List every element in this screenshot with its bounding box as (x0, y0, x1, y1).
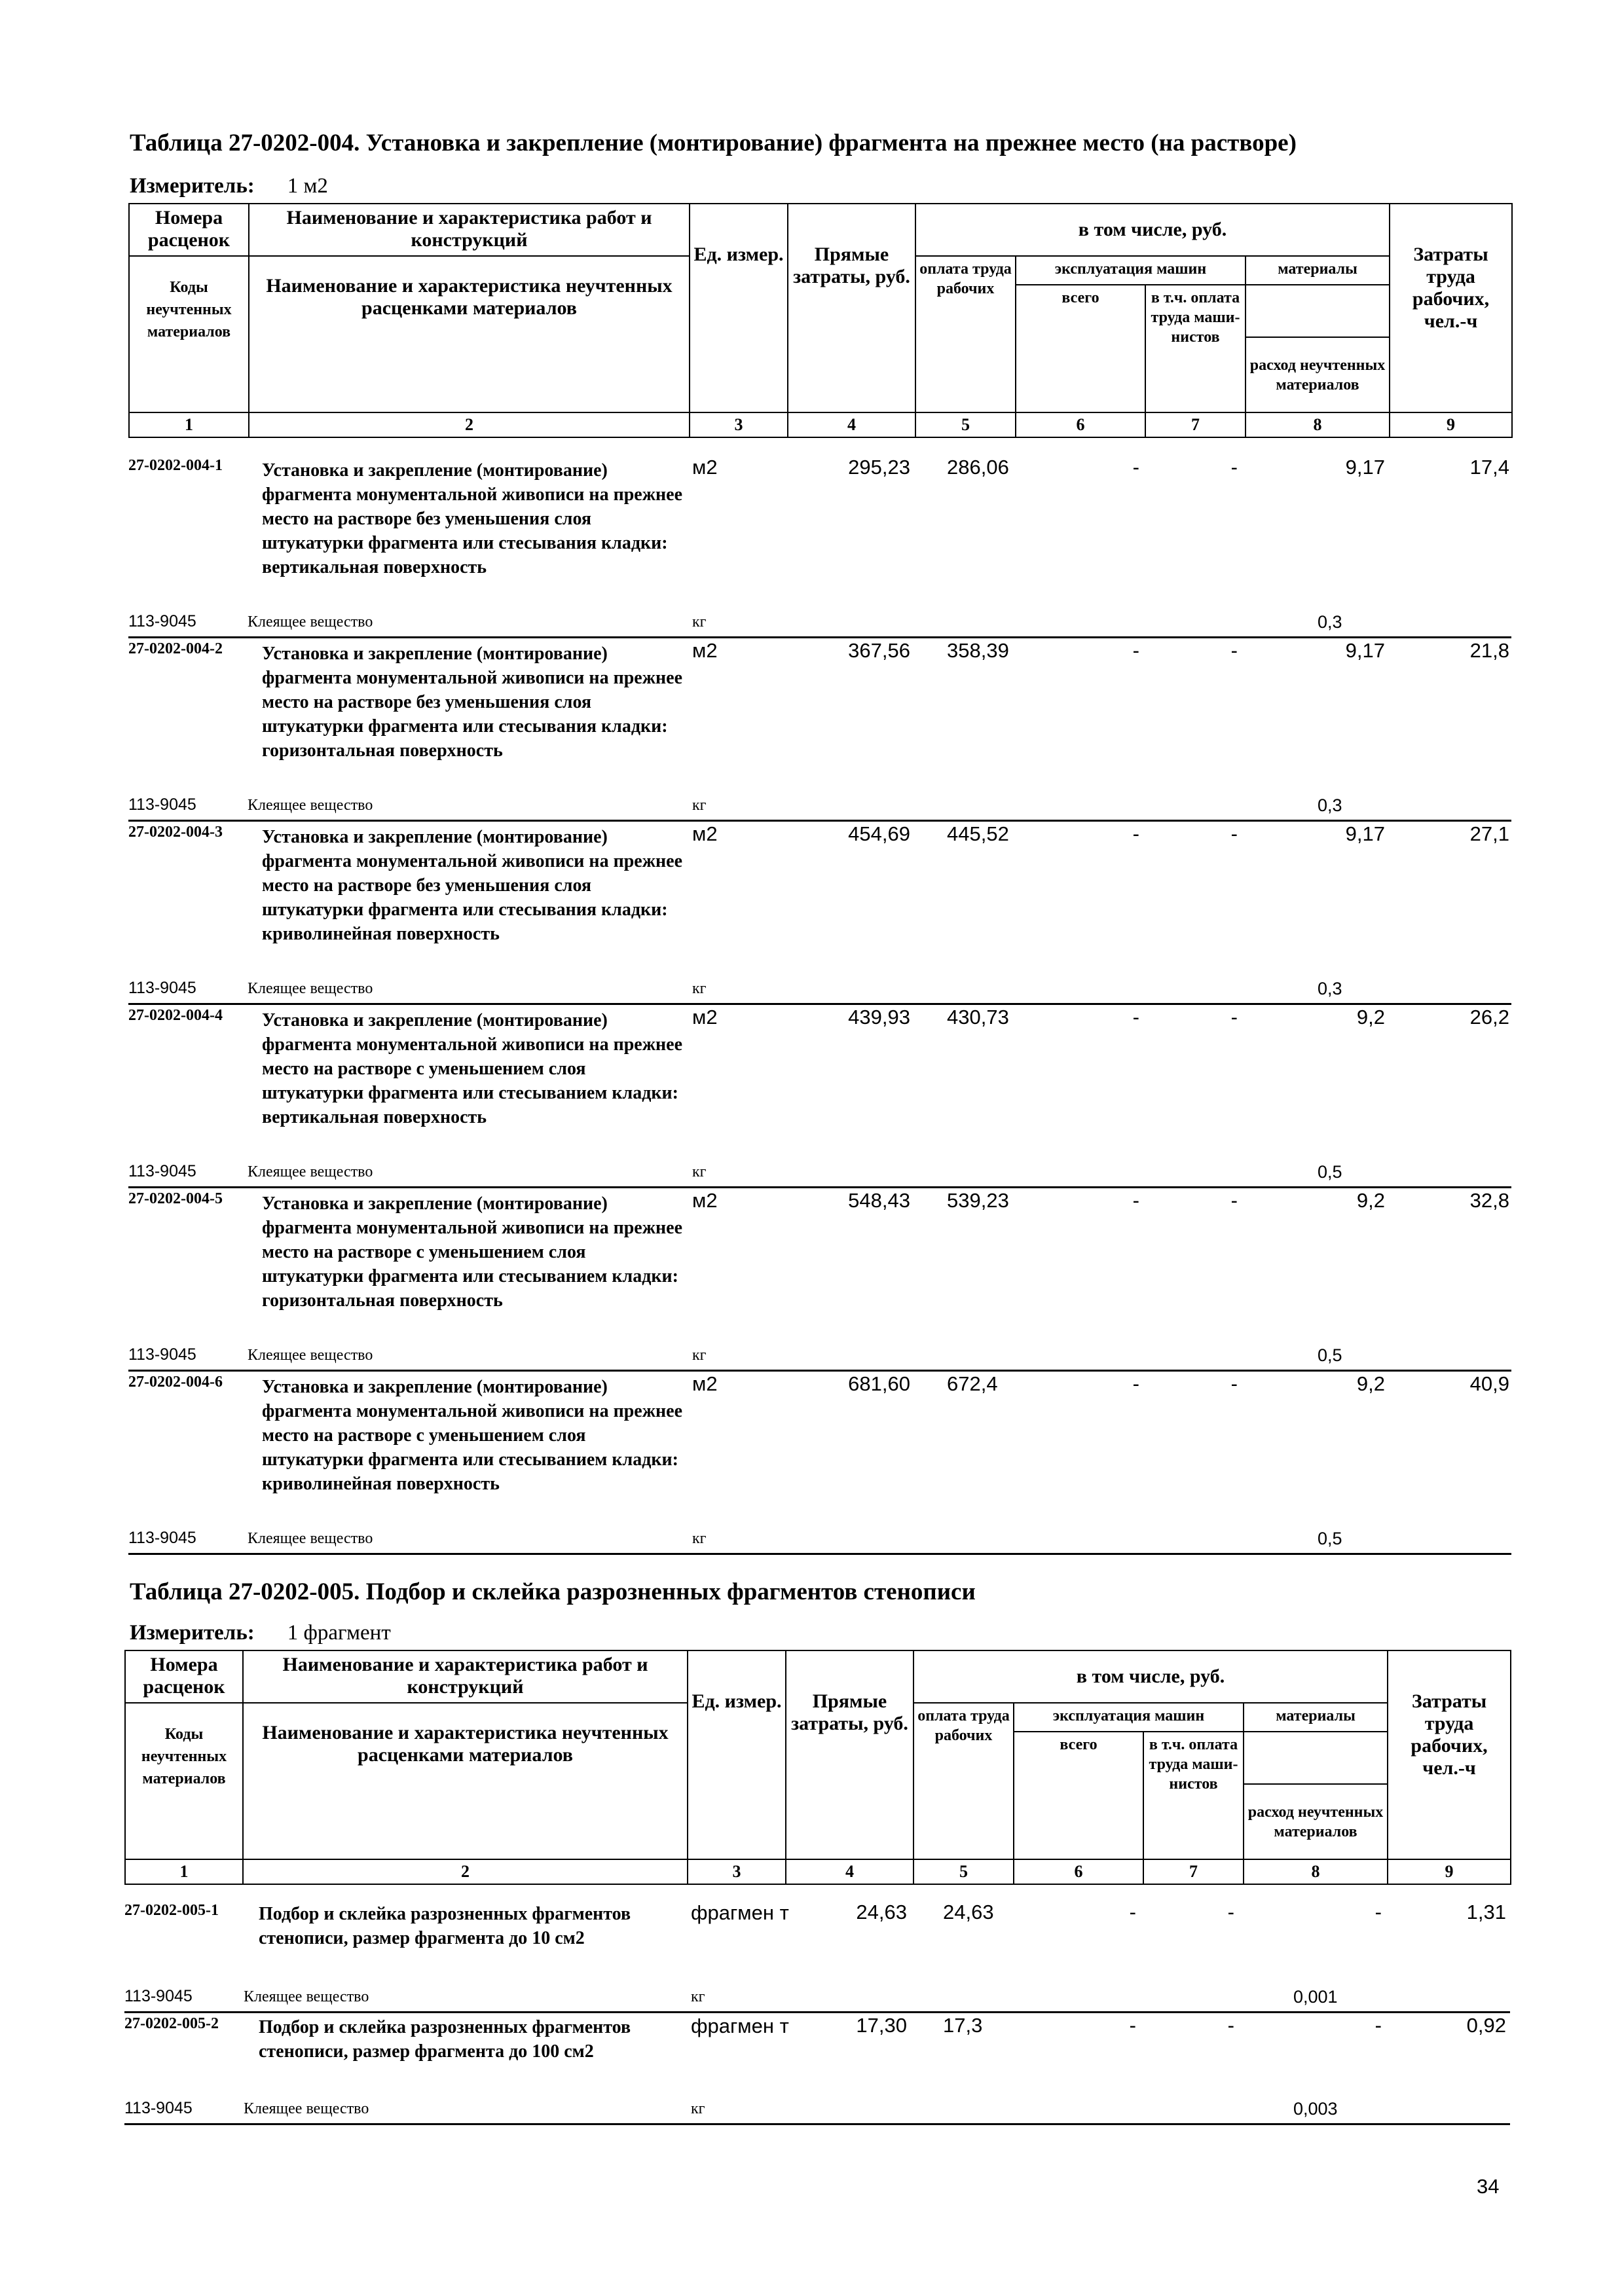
mat-unit: кг (691, 1988, 705, 2005)
hdr-num: 8 (1246, 412, 1390, 437)
row-code: 27-0202-004-6 (128, 1374, 223, 1391)
mat-name: Клеящее вещество (248, 1530, 373, 1547)
row-machine-labor: - (1227, 2014, 1234, 2037)
mat-qty: 0,5 (1318, 1162, 1342, 1182)
hdr-num: 7 (1143, 1859, 1244, 1884)
row-labor-pay: 17,3 (943, 2014, 983, 2037)
row-labor-pay: 358,39 (947, 639, 1009, 662)
hdr-vsego: всего (1014, 1732, 1143, 1859)
hdr-naim-neucht: Наименование и характеристика неучтенных расценками материалов (249, 256, 690, 412)
meter (130, 1621, 391, 1645)
row-description: Установка и закрепление (монтирование) фрагмента монументальной живописи на прежнее место на растворе без уменьшения слоя штукатурки фрагмента или стесывания кладки: вертикальная поверхность (262, 460, 682, 577)
hdr-nomera: Номера расценок (125, 1650, 243, 1703)
mat-qty: 0,5 (1318, 1345, 1342, 1365)
hdr-naim: Наименование и характеристика работ и конструкций (243, 1650, 688, 1703)
table-title: Таблица 27-0202-005. Подбор и склейка разрозненных фрагментов стенописи (130, 1578, 976, 1605)
table-header (124, 1650, 1511, 1885)
row-machine-cost: - (1132, 822, 1139, 845)
mat-code: 113-9045 (128, 1345, 196, 1364)
hdr-materialy: материалы (1244, 1703, 1388, 1732)
row-materials: 9,2 (1356, 1372, 1385, 1395)
row-code: 27-0202-005-2 (124, 2015, 219, 2032)
hdr-vtch: в т.ч. оплата труда маши- нистов (1143, 1732, 1244, 1859)
row-machine-labor: - (1230, 1372, 1238, 1395)
mat-name: Клеящее вещество (244, 1988, 369, 2005)
row-code: 27-0202-004-3 (128, 824, 223, 841)
hdr-vsego: всего (1016, 285, 1145, 412)
row-code: 27-0202-004-5 (128, 1190, 223, 1207)
mat-qty: 0,003 (1293, 2099, 1338, 2119)
row-labor-hours: 40,9 (1469, 1372, 1509, 1395)
meter-label: Измеритель: (130, 1621, 255, 1645)
row-materials: - (1375, 2014, 1382, 2037)
meter-label: Измеритель: (130, 174, 255, 198)
hdr-ekspl: эксплуатация машин (1016, 256, 1246, 285)
mat-code: 113-9045 (128, 795, 196, 814)
row-divider (128, 1003, 1511, 1005)
row-machine-cost: - (1129, 2014, 1136, 2037)
table-title: Таблица 27-0202-004. Установка и закрепление (монтирование) фрагмента на прежнее место (на растворе) (130, 130, 1297, 156)
row-materials: 9,17 (1345, 822, 1385, 845)
hdr-naim-neucht: Наименование и характеристика неучтенных расценками материалов (243, 1703, 688, 1859)
mat-code: 113-9045 (128, 979, 196, 997)
row-direct-cost: 295,23 (848, 456, 910, 479)
mat-unit: кг (692, 797, 707, 814)
hdr-kody: Коды неучтенных материалов (125, 1703, 243, 1859)
hdr-num: 1 (125, 1859, 243, 1884)
row-unit: м2 (692, 1006, 718, 1029)
hdr-num: 8 (1244, 1859, 1388, 1884)
row-unit: фрагмен т (691, 1901, 789, 1924)
row-code: 27-0202-004-2 (128, 640, 223, 657)
row-labor-hours: 27,1 (1469, 822, 1509, 845)
mat-code: 113-9045 (128, 612, 196, 630)
hdr-num: 7 (1145, 412, 1246, 437)
row-direct-cost: 17,30 (856, 2014, 907, 2037)
row-description: Установка и закрепление (монтирование) фрагмента монументальной живописи на прежнее место на растворе с уменьшением слоя штукатурки фрагмента или стесыванием кладки: криволинейная поверхность (262, 1377, 682, 1494)
row-materials: 9,2 (1356, 1189, 1385, 1212)
mat-unit: кг (692, 980, 707, 997)
row-divider (128, 1370, 1511, 1372)
hdr-oplata: оплата труда рабочих (913, 1703, 1014, 1859)
meter-value: 1 фрагмент (287, 1621, 391, 1645)
hdr-num: 4 (786, 1859, 913, 1884)
hdr-zatraty: Затраты труда рабочих, чел.-ч (1390, 204, 1512, 412)
row-description: Установка и закрепление (монтирование) фрагмента монументальной живописи на прежнее место на растворе без уменьшения слоя штукатурки фрагмента или стесывания кладки: горизонтальная поверхность (262, 644, 682, 761)
row-divider (128, 1553, 1511, 1555)
hdr-num: 9 (1388, 1859, 1511, 1884)
mat-unit: кг (692, 1347, 707, 1364)
row-code: 27-0202-004-1 (128, 457, 223, 474)
row-labor-hours: 32,8 (1469, 1189, 1509, 1212)
row-unit: м2 (692, 639, 718, 662)
hdr-kody: Коды неучтенных материалов (129, 256, 249, 412)
hdr-rashod: расход неучтенных материалов (1244, 1784, 1388, 1859)
hdr-num: 6 (1016, 412, 1145, 437)
mat-code: 113-9045 (124, 2099, 193, 2117)
mat-unit: кг (692, 613, 707, 630)
row-direct-cost: 367,56 (848, 639, 910, 662)
row-unit: м2 (692, 1372, 718, 1395)
hdr-edizm: Ед. измер. (688, 1650, 786, 1859)
row-labor-pay: 445,52 (947, 822, 1009, 845)
row-direct-cost: 454,69 (848, 822, 910, 845)
row-machine-cost: - (1129, 1901, 1136, 1923)
row-code: 27-0202-005-1 (124, 1902, 219, 1919)
hdr-edizm: Ед. измер. (690, 204, 788, 412)
row-description: Подбор и склейка разрозненных фрагментов стенописи, размер фрагмента до 100 см2 (259, 2017, 631, 2062)
row-labor-hours: 17,4 (1469, 456, 1509, 479)
hdr-num: 1 (129, 412, 249, 437)
hdr-num: 2 (243, 1859, 688, 1884)
row-materials: - (1375, 1901, 1382, 1923)
row-machine-labor: - (1227, 1901, 1234, 1923)
mat-code: 113-9045 (128, 1162, 196, 1180)
row-labor-pay: 430,73 (947, 1006, 1009, 1029)
row-direct-cost: 548,43 (848, 1189, 910, 1212)
row-direct-cost: 439,93 (848, 1006, 910, 1029)
row-divider (128, 1186, 1511, 1188)
row-code: 27-0202-004-4 (128, 1007, 223, 1024)
hdr-num: 5 (913, 1859, 1014, 1884)
row-unit: м2 (692, 822, 718, 845)
hdr-materialy-blank (1244, 1732, 1388, 1784)
row-unit: м2 (692, 456, 718, 479)
row-machine-cost: - (1132, 639, 1139, 662)
page-number: 34 (1477, 2175, 1500, 2198)
hdr-num: 2 (249, 412, 690, 437)
row-machine-labor: - (1230, 639, 1238, 662)
row-unit: фрагмен т (691, 2014, 789, 2037)
hdr-num: 6 (1014, 1859, 1143, 1884)
row-divider (128, 636, 1511, 638)
row-description: Установка и закрепление (монтирование) фрагмента монументальной живописи на прежнее место на растворе с уменьшением слоя штукатурки фрагмента или стесыванием кладки: вертикальная поверхность (262, 1010, 682, 1127)
mat-qty: 0,5 (1318, 1529, 1342, 1548)
row-direct-cost: 24,63 (856, 1901, 907, 1923)
mat-name: Клеящее вещество (248, 980, 373, 997)
hdr-ekspl: эксплуатация машин (1014, 1703, 1244, 1732)
row-description: Установка и закрепление (монтирование) фрагмента монументальной живописи на прежнее место на растворе без уменьшения слоя штукатурки фрагмента или стесывания кладки: криволинейная поверхность (262, 827, 682, 944)
hdr-num: 9 (1390, 412, 1512, 437)
hdr-vtomchisle: в том числе, руб. (913, 1650, 1388, 1703)
row-materials: 9,17 (1345, 456, 1385, 479)
row-labor-hours: 21,8 (1469, 639, 1509, 662)
mat-name: Клеящее вещество (248, 1163, 373, 1180)
hdr-naim: Наименование и характеристика работ и конструкций (249, 204, 690, 256)
row-divider (124, 2123, 1510, 2125)
row-machine-labor: - (1230, 1006, 1238, 1029)
mat-unit: кг (692, 1163, 707, 1180)
mat-code: 113-9045 (124, 1987, 193, 2005)
row-description: Подбор и склейка разрозненных фрагментов стенописи, размер фрагмента до 10 см2 (259, 1904, 631, 1948)
mat-name: Клеящее вещество (244, 2100, 369, 2117)
hdr-num: 4 (788, 412, 915, 437)
row-labor-pay: 672,4 (947, 1372, 998, 1395)
row-machine-cost: - (1132, 1189, 1139, 1212)
hdr-num: 5 (915, 412, 1016, 437)
mat-unit: кг (691, 2100, 705, 2117)
row-direct-cost: 681,60 (848, 1372, 910, 1395)
hdr-zatraty: Затраты труда рабочих, чел.-ч (1388, 1650, 1511, 1859)
row-materials: 9,2 (1356, 1006, 1385, 1029)
hdr-materialy: материалы (1246, 256, 1390, 285)
meter (130, 174, 328, 198)
mat-code: 113-9045 (128, 1529, 196, 1547)
row-labor-hours: 0,92 (1466, 2014, 1506, 2037)
row-machine-cost: - (1132, 456, 1139, 479)
mat-qty: 0,3 (1318, 612, 1342, 632)
hdr-num: 3 (690, 412, 788, 437)
row-materials: 9,17 (1345, 639, 1385, 662)
row-description: Установка и закрепление (монтирование) фрагмента монументальной живописи на прежнее место на растворе с уменьшением слоя штукатурки фрагмента или стесыванием кладки: горизонтальная поверхность (262, 1194, 682, 1311)
table-header (128, 203, 1513, 438)
hdr-pryamye: Прямые затраты, руб. (786, 1650, 913, 1859)
mat-name: Клеящее вещество (248, 613, 373, 630)
row-labor-hours: 26,2 (1469, 1006, 1509, 1029)
row-labor-pay: 286,06 (947, 456, 1009, 479)
hdr-vtomchisle: в том числе, руб. (915, 204, 1390, 256)
row-machine-cost: - (1132, 1006, 1139, 1029)
hdr-materialy-blank (1246, 285, 1390, 337)
hdr-vtch: в т.ч. оплата труда маши- нистов (1145, 285, 1246, 412)
mat-name: Клеящее вещество (248, 1347, 373, 1364)
row-labor-pay: 539,23 (947, 1189, 1009, 1212)
meter-value: 1 м2 (287, 174, 328, 198)
row-divider (124, 2011, 1510, 2013)
mat-name: Клеящее вещество (248, 797, 373, 814)
row-machine-labor: - (1230, 1189, 1238, 1212)
hdr-pryamye: Прямые затраты, руб. (788, 204, 915, 412)
row-machine-cost: - (1132, 1372, 1139, 1395)
mat-qty: 0,001 (1293, 1987, 1338, 2007)
hdr-num: 3 (688, 1859, 786, 1884)
row-unit: м2 (692, 1189, 718, 1212)
row-machine-labor: - (1230, 456, 1238, 479)
row-labor-pay: 24,63 (943, 1901, 994, 1923)
hdr-rashod: расход неучтенных материалов (1246, 337, 1390, 412)
mat-qty: 0,3 (1318, 979, 1342, 998)
row-machine-labor: - (1230, 822, 1238, 845)
hdr-nomera: Номера расценок (129, 204, 249, 256)
mat-unit: кг (692, 1530, 707, 1547)
hdr-oplata: оплата труда рабочих (915, 256, 1016, 412)
row-labor-hours: 1,31 (1466, 1901, 1506, 1923)
mat-qty: 0,3 (1318, 795, 1342, 815)
row-divider (128, 820, 1511, 822)
